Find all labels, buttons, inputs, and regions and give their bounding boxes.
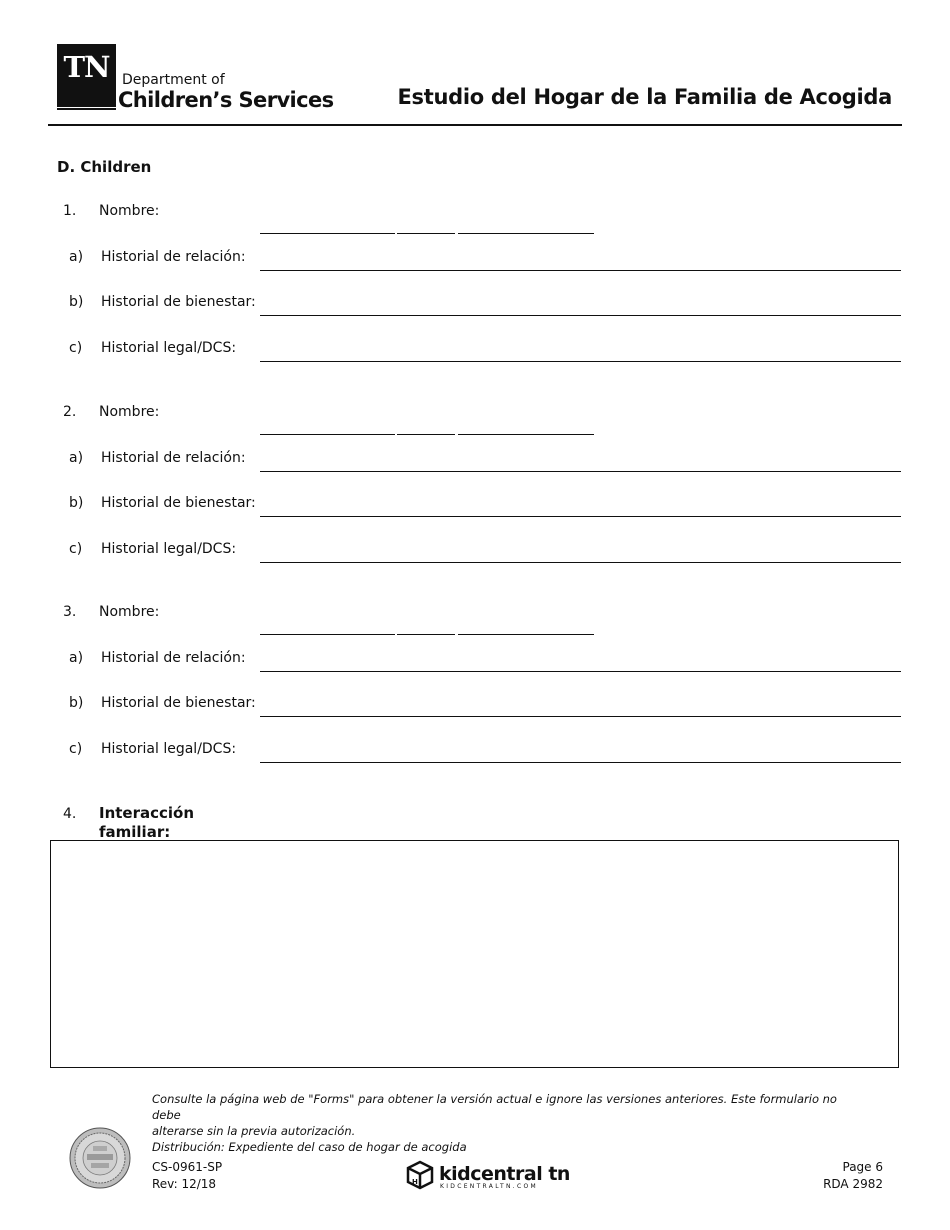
tn-logo-text: TN — [63, 50, 110, 84]
field-label: Historial legal/DCS: — [101, 740, 237, 757]
field-input-line[interactable] — [260, 471, 901, 472]
name-field-segment[interactable] — [397, 434, 455, 435]
kidcentral-url: KIDCENTRALTN.COM — [440, 1183, 538, 1190]
name-field-segment[interactable] — [458, 233, 594, 234]
name-field-segment[interactable] — [397, 233, 455, 234]
field-input-line[interactable] — [260, 762, 901, 763]
field-label: Historial de bienestar: — [101, 294, 256, 310]
tn-logo-bar — [57, 108, 116, 110]
interaction-label: Interacción familiar: — [99, 804, 195, 841]
field-letter: b) — [69, 495, 84, 511]
name-field-segment[interactable] — [260, 634, 395, 635]
field-letter: c) — [69, 740, 83, 757]
field-label: Historial de relación: — [101, 248, 246, 265]
field-letter: a) — [69, 649, 84, 666]
name-label: Nombre: — [99, 604, 160, 620]
header-divider — [48, 124, 902, 126]
child-number: 1. — [63, 203, 77, 219]
field-letter: a) — [69, 449, 84, 466]
revision-date: Rev: 12/18 — [152, 1177, 217, 1191]
field-label: Historial legal/DCS: — [101, 339, 237, 356]
interaction-textarea[interactable] — [50, 840, 899, 1068]
rda-number: RDA 2982 — [823, 1177, 883, 1191]
page-info — [823, 1159, 883, 1193]
field-letter: c) — [69, 339, 83, 356]
name-field-segment[interactable] — [260, 233, 395, 234]
field-label: Historial de bienestar: — [101, 495, 256, 511]
kidcentral-cube-icon — [405, 1160, 435, 1190]
dept-of-label: Department of — [122, 72, 225, 88]
field-input-line[interactable] — [260, 716, 901, 717]
footer-note: Consulte la página web de "Forms" para obtener la versión actual e ignore las versiones anteriores. Este formulario no debe alterarse sin la previa autorización. Distribución: Expediente del caso de hogar de acogida — [152, 1092, 837, 1154]
name-label: Nombre: — [99, 404, 160, 420]
tn-logo-bar — [57, 104, 116, 107]
field-label: Historial de relación: — [101, 449, 246, 466]
dept-name: Children’s Services — [118, 88, 334, 112]
form-info — [152, 1159, 222, 1193]
document-title: Estudio del Hogar de la Familia de Acogida — [397, 85, 892, 109]
page-number: Page 6 — [842, 1160, 883, 1174]
field-input-line[interactable] — [260, 315, 901, 316]
section-title: D. Children — [57, 158, 152, 176]
name-field-segment[interactable] — [458, 634, 594, 635]
field-input-line[interactable] — [260, 516, 901, 517]
name-field-segment[interactable] — [397, 634, 455, 635]
item-number: 4. — [63, 806, 77, 822]
field-input-line[interactable] — [260, 361, 901, 362]
field-label: Historial de bienestar: — [101, 695, 256, 711]
name-field-segment[interactable] — [260, 434, 395, 435]
field-letter: b) — [69, 294, 84, 310]
field-input-line[interactable] — [260, 270, 901, 271]
field-input-line[interactable] — [260, 562, 901, 563]
field-label: Historial de relación: — [101, 649, 246, 666]
field-letter: b) — [69, 695, 84, 711]
field-letter: a) — [69, 248, 84, 265]
svg-text:H: H — [412, 1178, 418, 1186]
child-number: 2. — [63, 404, 77, 420]
child-number: 3. — [63, 604, 77, 620]
form-number: CS-0961-SP — [152, 1160, 223, 1174]
tn-state-seal-icon — [69, 1127, 131, 1189]
name-label: Nombre: — [99, 203, 160, 219]
name-field-segment[interactable] — [458, 434, 594, 435]
field-letter: c) — [69, 540, 83, 557]
kidcentral-logo-text: kidcentral tn — [439, 1163, 570, 1185]
field-label: Historial legal/DCS: — [101, 540, 237, 557]
field-input-line[interactable] — [260, 671, 901, 672]
